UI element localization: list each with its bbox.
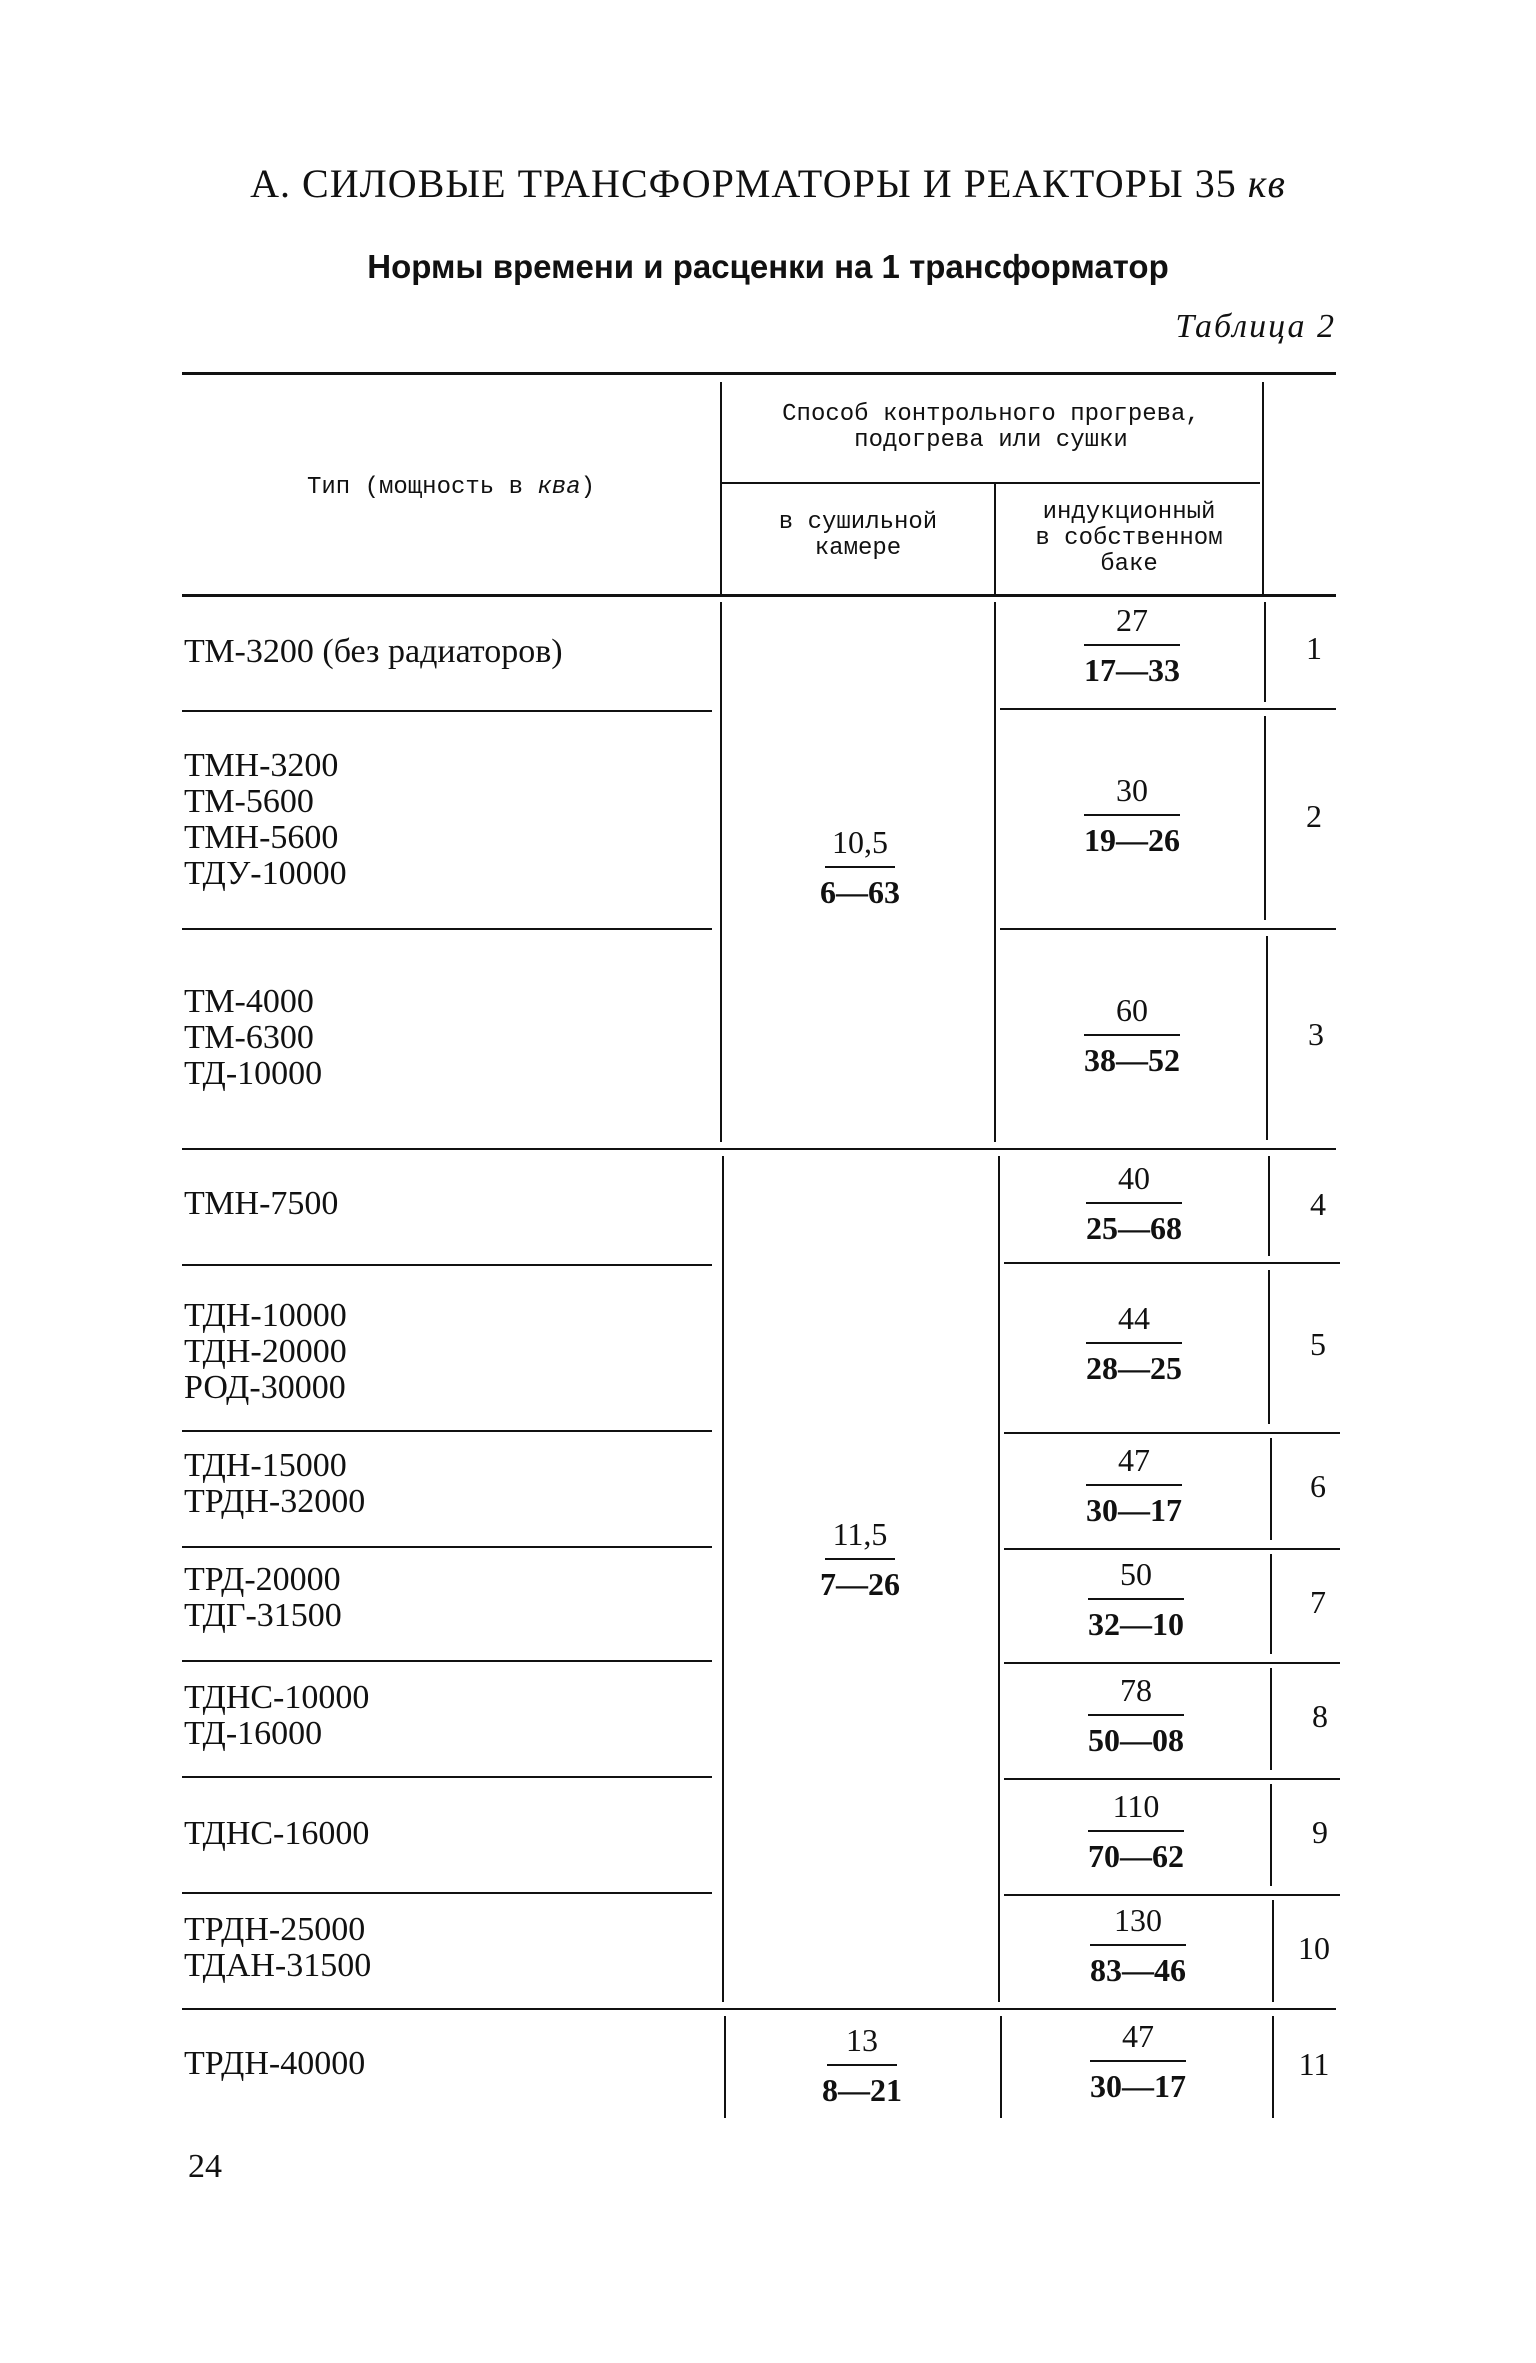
induction-value-row-5: 44 28—25 <box>1086 1300 1182 1386</box>
row-rule-9 <box>182 1892 712 1894</box>
type-cell-row-9: ТДНС-16000 <box>184 1815 370 1852</box>
num-divider-10 <box>1272 1900 1274 2002</box>
induction-value-row-8: 78 50—08 <box>1088 1672 1184 1758</box>
chamber-value-group-2: 11,5 7—26 <box>820 1516 900 1602</box>
row-number-7: 7 <box>1310 1584 1326 1620</box>
type-cell-row-7: ТРД-20000 ТДГ-31500 <box>184 1561 342 1634</box>
header-top-rule <box>182 372 1336 375</box>
row-number-3: 3 <box>1308 1016 1324 1052</box>
row-rule-7b <box>1004 1662 1340 1664</box>
induction-value-row-10: 130 83—46 <box>1090 1902 1186 1988</box>
row-rule-1b <box>1000 708 1336 710</box>
col-method-header: Способ контрольного прогрева, подогрева или сушки <box>782 401 1200 454</box>
num-divider-11 <box>1272 2016 1274 2118</box>
col-induction-header: индукционный в собственном баке <box>1035 499 1223 578</box>
row-rule-6b <box>1004 1548 1340 1550</box>
row-rule-5b <box>1004 1432 1340 1434</box>
type-cell-row-1: ТМ-3200 (без радиаторов) <box>184 633 563 670</box>
header-bottom-rule <box>182 594 1336 597</box>
row-number-10: 10 <box>1298 1930 1330 1966</box>
col-type-header: Тип (мощность в ква) <box>306 474 596 501</box>
num-divider-2 <box>1264 716 1266 920</box>
row-number-1: 1 <box>1306 630 1322 666</box>
row-number-4: 4 <box>1310 1186 1326 1222</box>
group-rule-1 <box>182 1148 1336 1150</box>
row-rule-2b <box>1000 928 1336 930</box>
type-cell-row-11: ТРДН-40000 <box>184 2045 366 2082</box>
table-subtitle: Нормы времени и расценки на 1 трансформатор <box>367 248 1169 285</box>
type-cell-row-2: ТМН-3200 ТМ-5600 ТМН-5600 ТДУ-10000 <box>184 747 347 892</box>
type-cell-row-8: ТДНС-10000 ТД-16000 <box>184 1679 370 1752</box>
induction-value-row-9: 110 70—62 <box>1088 1788 1184 1874</box>
induction-value-row-7: 50 32—10 <box>1088 1556 1184 1642</box>
type-cell-row-4: ТМН-7500 <box>184 1185 339 1222</box>
induction-value-row-11: 47 30—17 <box>1090 2018 1186 2104</box>
type-cell-row-3: ТМ-4000 ТМ-6300 ТД-10000 <box>184 983 323 1092</box>
row-rule-1 <box>182 710 712 712</box>
chamber-right-g1 <box>994 602 996 1142</box>
row-number-9: 9 <box>1312 1814 1328 1850</box>
row-rule-8 <box>182 1776 712 1778</box>
row-number-6: 6 <box>1310 1468 1326 1504</box>
row-rule-8b <box>1004 1778 1340 1780</box>
chamber-left-g2 <box>722 1156 724 2002</box>
section-title: А. СИЛОВЫЕ ТРАНСФОРМАТОРЫ И РЕАКТОРЫ 35 кв <box>250 161 1286 206</box>
num-divider-1 <box>1264 602 1266 702</box>
row-rule-6 <box>182 1546 712 1548</box>
row-rule-4 <box>182 1264 712 1266</box>
header-subrule <box>722 482 1260 484</box>
row-number-11: 11 <box>1298 2046 1330 2082</box>
page-number: 24 <box>188 2148 222 2185</box>
num-divider-5 <box>1268 1270 1270 1424</box>
row-number-5: 5 <box>1310 1326 1326 1362</box>
chamber-left-g1 <box>720 602 722 1142</box>
row-number-2: 2 <box>1306 798 1322 834</box>
num-divider-9 <box>1270 1784 1272 1886</box>
chamber-right-g3 <box>1000 2016 1002 2118</box>
type-cell-row-10: ТРДН-25000 ТДАН-31500 <box>184 1911 372 1984</box>
chamber-left-g3 <box>724 2016 726 2118</box>
num-divider-7 <box>1270 1554 1272 1654</box>
header-divider-3 <box>1262 382 1264 594</box>
type-cell-row-5: ТДН-10000 ТДН-20000 РОД-30000 <box>184 1297 347 1406</box>
num-divider-4 <box>1268 1156 1270 1256</box>
row-rule-4b <box>1004 1262 1340 1264</box>
induction-value-row-4: 40 25—68 <box>1086 1160 1182 1246</box>
chamber-right-g2 <box>998 1156 1000 2002</box>
num-divider-6 <box>1270 1438 1272 1540</box>
chamber-value-group-1: 10,5 6—63 <box>820 824 900 910</box>
type-cell-row-6: ТДН-15000 ТРДН-32000 <box>184 1447 366 1520</box>
induction-value-row-2: 30 19—26 <box>1084 772 1180 858</box>
row-rule-5 <box>182 1430 712 1432</box>
group-rule-2 <box>182 2008 1336 2010</box>
col-chamber-header: в сушильной камере <box>778 509 938 562</box>
num-divider-3 <box>1266 936 1268 1140</box>
num-divider-8 <box>1270 1668 1272 1770</box>
table-label: Таблица 2 <box>1175 308 1336 345</box>
chamber-value-group-3: 13 8—21 <box>822 2022 902 2108</box>
induction-value-row-6: 47 30—17 <box>1086 1442 1182 1528</box>
row-number-8: 8 <box>1312 1698 1328 1734</box>
row-rule-9b <box>1004 1894 1340 1896</box>
row-rule-2 <box>182 928 712 930</box>
row-rule-7 <box>182 1660 712 1662</box>
induction-value-row-3: 60 38—52 <box>1084 992 1180 1078</box>
induction-value-row-1: 27 17—33 <box>1084 602 1180 688</box>
